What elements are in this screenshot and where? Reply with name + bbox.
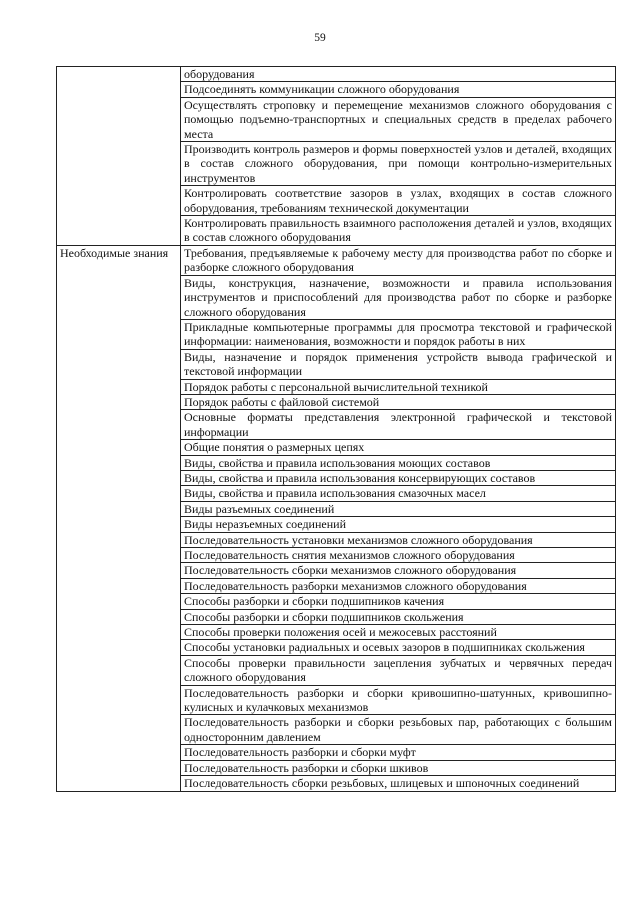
item-cell: Основные форматы представления электронной графической и текстовой информации — [181, 410, 616, 440]
category-cell — [57, 67, 181, 246]
item-cell: Последовательность сборки механизмов сложного оборудования — [181, 563, 616, 578]
item-cell: Способы разборки и сборки подшипников скольжения — [181, 609, 616, 624]
item-cell: Подсоединять коммуникации сложного оборудования — [181, 82, 616, 97]
item-cell: Общие понятия о размерных цепях — [181, 440, 616, 455]
item-cell: Производить контроль размеров и формы поверхностей узлов и деталей, входящих в состав сложного оборудования, при помощи контрольно-измерительных инструментов — [181, 142, 616, 186]
item-cell: Виды, свойства и правила использования моющих составов — [181, 455, 616, 470]
item-cell: Способы проверки положения осей и межосевых расстояний — [181, 625, 616, 640]
item-cell: Последовательность разборки механизмов сложного оборудования — [181, 578, 616, 593]
item-cell: Последовательность разборки и сборки резьбовых пар, работающих с большим односторонним давлением — [181, 715, 616, 745]
item-cell: Виды, назначение и порядок применения устройств вывода графической и текстовой информации — [181, 349, 616, 379]
item-cell: Осуществлять строповку и перемещение механизмов сложного оборудования с помощью подъемно-транспортных и специальных средств в пределах рабочего места — [181, 97, 616, 141]
item-cell: Виды, свойства и правила использования консервирующих составов — [181, 470, 616, 485]
item-cell: Последовательность разборки и сборки шкивов — [181, 760, 616, 775]
item-cell: Порядок работы с файловой системой — [181, 394, 616, 409]
item-cell: Контролировать правильность взаимного расположения деталей и узлов, входящих в состав сложного оборудования — [181, 216, 616, 246]
item-cell: Контролировать соответствие зазоров в узлах, входящих в состав сложного оборудования, требованиям технической документации — [181, 186, 616, 216]
item-cell: Виды неразъемных соединений — [181, 517, 616, 532]
requirements-table — [56, 66, 616, 792]
page-number: 59 — [314, 32, 326, 44]
category-cell: Необходимые знания — [57, 245, 181, 791]
item-cell: Последовательность разборки и сборки кривошипно-шатунных, кривошипно-кулисных и кулачковых механизмов — [181, 685, 616, 715]
table-row — [57, 67, 616, 82]
item-cell: Способы разборки и сборки подшипников качения — [181, 594, 616, 609]
item-cell: Порядок работы с персональной вычислительной техникой — [181, 379, 616, 394]
item-cell: Прикладные компьютерные программы для просмотра текстовой и графической информации: наименования, возможности и порядок работы в них — [181, 319, 616, 349]
item-cell: Последовательность сборки резьбовых, шлицевых и шпоночных соединений — [181, 776, 616, 791]
item-cell: Виды разъемных соединений — [181, 501, 616, 516]
item-cell: Последовательность разборки и сборки муфт — [181, 745, 616, 760]
item-cell: Способы проверки правильности зацепления зубчатых и червячных передач сложного оборудования — [181, 655, 616, 685]
item-cell: Требования, предъявляемые к рабочему месту для производства работ по сборке и разборке сложного оборудования — [181, 245, 616, 275]
item-cell: оборудования — [181, 67, 616, 82]
table-row — [57, 245, 616, 275]
item-cell: Виды, свойства и правила использования смазочных масел — [181, 486, 616, 501]
item-cell: Виды, конструкция, назначение, возможности и правила использования инструментов и приспособлений для производства работ по сборке и разборке сложного оборудования — [181, 275, 616, 319]
item-cell: Последовательность снятия механизмов сложного оборудования — [181, 548, 616, 563]
item-cell: Способы установки радиальных и осевых зазоров в подшипниках скольжения — [181, 640, 616, 655]
item-cell: Последовательность установки механизмов сложного оборудования — [181, 532, 616, 547]
